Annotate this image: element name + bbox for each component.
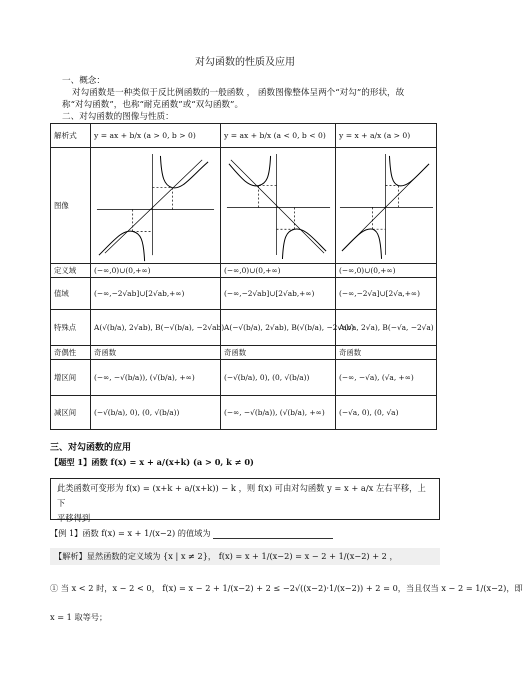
table-cell: (−∞,−2√a]∪[2√a,+∞) — [336, 278, 437, 310]
table-cell: (−√(b/a), 0), (0, √(b/a)) — [221, 360, 336, 396]
table-cell: (−∞,0)∪(0,+∞) — [91, 264, 221, 278]
box-line-2: 平移得到 — [57, 513, 91, 523]
formula-cell: y = ax + b/x (a < 0, b < 0) — [221, 124, 336, 148]
table-cell: (−∞,0)∪(0,+∞) — [336, 264, 437, 278]
case-1-line-1: ① 当 x < 2 时，x − 2 < 0， f(x) = x − 2 + 1/(x−2) + 2 ≤ −2√((x−2)·1/(x−2)) + 2 = 0，当且仅当 x − 2 = 1/(x−2)，即 — [50, 583, 523, 593]
table-row — [51, 360, 437, 396]
table-cell: A(−√(b/a), 2√ab), B(√(b/a), −2√ab) — [221, 310, 336, 346]
curve-branch-left — [229, 156, 271, 186]
curve-branch-left — [99, 231, 145, 261]
table-cell: (−∞, −√a), (√a, +∞) — [336, 360, 437, 396]
table-cell: (−∞,−2√ab]∪[2√ab,+∞) — [91, 278, 221, 310]
table-cell: 奇函数 — [336, 346, 437, 360]
table-row — [51, 346, 437, 360]
table-row-label: 定义域 — [51, 264, 91, 278]
curve-branch-left — [342, 229, 382, 259]
asymptote-line — [231, 160, 324, 253]
example-1 — [50, 528, 333, 539]
case-1-line-2: x = 1 取等号； — [50, 612, 108, 622]
table-row — [51, 310, 437, 346]
table-row-label: 奇偶性 — [51, 346, 91, 360]
properties-table — [50, 123, 437, 430]
analysis-text: 【解析】显然函数的定义域为 {x | x ≠ 2}， f(x) = x + 1/(x−2) = x − 2 + 1/(x−2) + 2 ， — [54, 551, 398, 561]
table-cell: (−√(b/a), 0), (0, √(b/a)) — [91, 396, 221, 430]
table-row-label: 解析式 — [51, 124, 91, 148]
analysis-box — [50, 548, 440, 565]
table-row-label: 增区间 — [51, 360, 91, 396]
answer-blank — [213, 529, 333, 539]
page-title: 对勾函数的性质及应用 — [195, 57, 295, 68]
table-row-label: 特殊点 — [51, 310, 91, 346]
graph-positive-ab — [91, 148, 220, 263]
table-cell: A(√a, 2√a), B(−√a, −2√a) — [336, 310, 437, 346]
table-row — [51, 264, 437, 278]
concept-line-1: 对勾函数是一种类似于反比例函数的一般函数 ， 函数图像整体呈两个“对勾”的形状，故 — [72, 88, 405, 98]
table-row — [51, 124, 437, 148]
formula-cell: y = x + a/x (a > 0) — [336, 124, 437, 148]
box-line-1: 此类函数可变形为 f(x) = (x+k + a/(x+k)) − k ，则 f(x) 可由对勾函数 y = x + a/x 左右平移，上下 — [57, 483, 426, 508]
transformation-note-box — [50, 478, 440, 523]
table-cell: (−∞,−2√ab]∪[2√ab,+∞) — [221, 278, 336, 310]
section-1-heading: 一、概念： — [62, 76, 105, 86]
table-row — [51, 396, 437, 430]
table-cell: 奇函数 — [91, 346, 221, 360]
example-1-text: 【例 1】函数 f(x) = x + 1/(x−2) 的值域为 — [50, 528, 211, 538]
section-3-heading: 三、对勾函数的应用 — [50, 443, 132, 453]
table-row-label: 减区间 — [51, 396, 91, 430]
table-row-label: 图像 — [51, 148, 91, 264]
graph-basic — [336, 148, 436, 263]
curve-branch-right — [389, 156, 429, 186]
formula-cell: y = ax + b/x (a > 0, b > 0) — [91, 124, 221, 148]
table-cell: (−∞,0)∪(0,+∞) — [221, 264, 336, 278]
table-cell: (−∞, −√(b/a)), (√(b/a), +∞) — [221, 396, 336, 430]
section-2-heading: 二、对勾函数的图像与性质： — [62, 112, 174, 122]
table-row-label: 值域 — [51, 278, 91, 310]
table-row — [51, 148, 437, 264]
concept-line-2: 称“对勾函数”，也称“耐克函数”或“双勾函数”。 — [62, 100, 244, 110]
question-type-1: 【题型 1】函数 f(x) = x + a/(x+k) (a > 0, k ≠ 0) — [50, 457, 254, 467]
table-cell: 奇函数 — [221, 346, 336, 360]
asymptote-line — [105, 160, 202, 253]
table-row — [51, 278, 437, 310]
graph-negative-ab — [221, 148, 335, 263]
table-cell: (−√a, 0), (0, √a) — [336, 396, 437, 430]
table-cell: (−∞, −√(b/a)), (√(b/a), +∞) — [91, 360, 221, 396]
table-cell: A(√(b/a), 2√ab), B(−√(b/a), −2√ab) — [91, 310, 221, 346]
